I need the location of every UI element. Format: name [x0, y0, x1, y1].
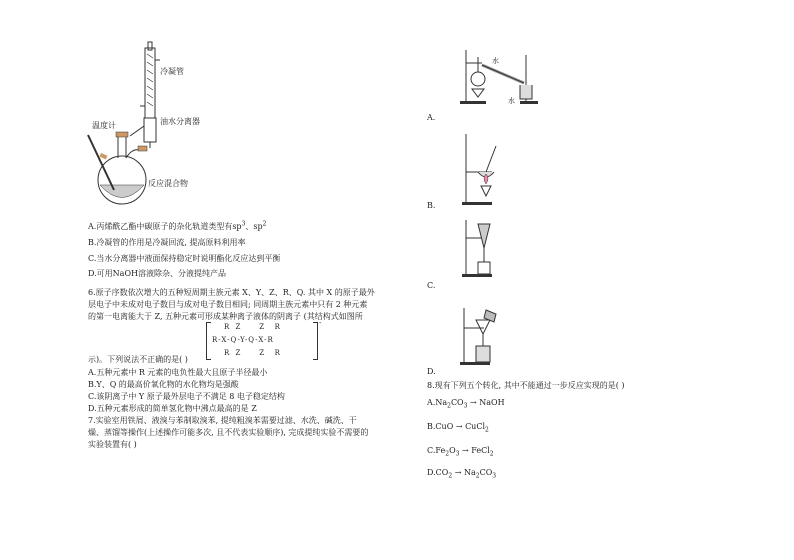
q6-line-1: 6.原子序数依次增大的五种短周期主族元素 X、Y、Z、R、Q. 其中 X 的原子最外 — [88, 288, 375, 297]
water-label-1: 水 — [492, 57, 499, 65]
apparatus-label-a: A. — [427, 113, 436, 122]
arrow-icon: → — [454, 468, 462, 477]
condenser-label: 冷凝管 — [160, 67, 184, 76]
q8-option-b: B.CuO → CuCl$_2$ — [427, 422, 489, 434]
q6-line-2: 层电子中未成对电子数目与成对电子数目相同; 同周期主族元素中只有 2 种元素 — [88, 300, 368, 309]
q8-stem: 8.现有下列五个转化, 其中不能通过一步反应实现的是( ) — [427, 381, 625, 390]
mixture-label: 反应混合物 — [148, 179, 188, 188]
structure-top-row: R Z Z R — [224, 323, 282, 331]
separator-label: 油水分离器 — [160, 117, 200, 126]
q6-option-a: A.五种元素中 R 元素的电负性最大且原子半径最小 — [88, 368, 268, 377]
q6-line-4: 示)。下列说法不正确的是( ) — [88, 355, 188, 364]
prev-option-d: D.可用NaOH溶液除杂、分液提纯产品 — [88, 269, 226, 278]
q7-line-3: 实验装置有( ) — [88, 440, 137, 449]
q6-option-d: D.五种元素形成的简单氢化物中沸点最高的是 Z — [88, 404, 257, 413]
q8-option-a: $A.Na_2CO_3$ → NaOH — [427, 398, 505, 410]
prev-option-a: A.丙烯酰乙酯中碳原子的杂化轨道类型有$sp^3$、$sp^2$ — [88, 220, 267, 231]
q7-line-2: 燥、蒸馏等操作(上述操作可能多次, 且不代表实验顺序), 完成提纯实验不需要的 — [88, 428, 369, 437]
arrow-icon: → — [470, 398, 477, 407]
q6-option-b: B.Y、Q 的最高价氧化物的水化物均是强酸 — [88, 380, 239, 389]
apparatus-label-b: B. — [427, 201, 436, 210]
apparatus-c-separatory-funnel — [462, 218, 512, 278]
q7-line-1: 7.实验室用铁屑、液溴与苯制取溴苯, 提纯粗溴苯需要过滤、水洗、碱洗、干 — [88, 416, 357, 425]
structure-middle-row: R-X-Q-Y-Q-X-R — [212, 336, 274, 344]
q6-option-c: C.该阴离子中 Y 原子最外层电子不满足 8 电子稳定结构 — [88, 392, 285, 401]
water-label-2: 水 — [508, 97, 515, 105]
prev-option-c: C.当水分离器中液面保持稳定时说明酯化反应达到平衡 — [88, 254, 281, 263]
apparatus-d-filtration — [460, 306, 510, 366]
apparatus-a-distillation — [460, 45, 540, 105]
apparatus-b-evaporation — [462, 132, 512, 207]
prev-option-b: B.冷凝管的作用是冷凝回流, 提高原料利用率 — [88, 238, 246, 247]
apparatus-label-c: C. — [427, 281, 436, 290]
apparatus-label-d: D. — [427, 367, 436, 376]
arrow-icon: → — [455, 422, 463, 431]
thermometer-label: 温度计 — [92, 121, 116, 130]
arrow-icon: → — [462, 446, 469, 455]
q8-option-c: $C.Fe_2O_3$ → FeCl$_2$ — [427, 446, 494, 458]
structure-charge: - — [319, 319, 322, 327]
anion-structure — [206, 319, 322, 360]
q6-line-3: 的第一电离能大于 Z, 五种元素可形成某种离子液体的阴离子 (其结构式如图所 — [88, 312, 363, 321]
q8-option-d: $D.CO_2 \to Na_2CO_3$ — [427, 468, 497, 480]
structure-bottom-row: R Z Z R — [224, 349, 282, 357]
